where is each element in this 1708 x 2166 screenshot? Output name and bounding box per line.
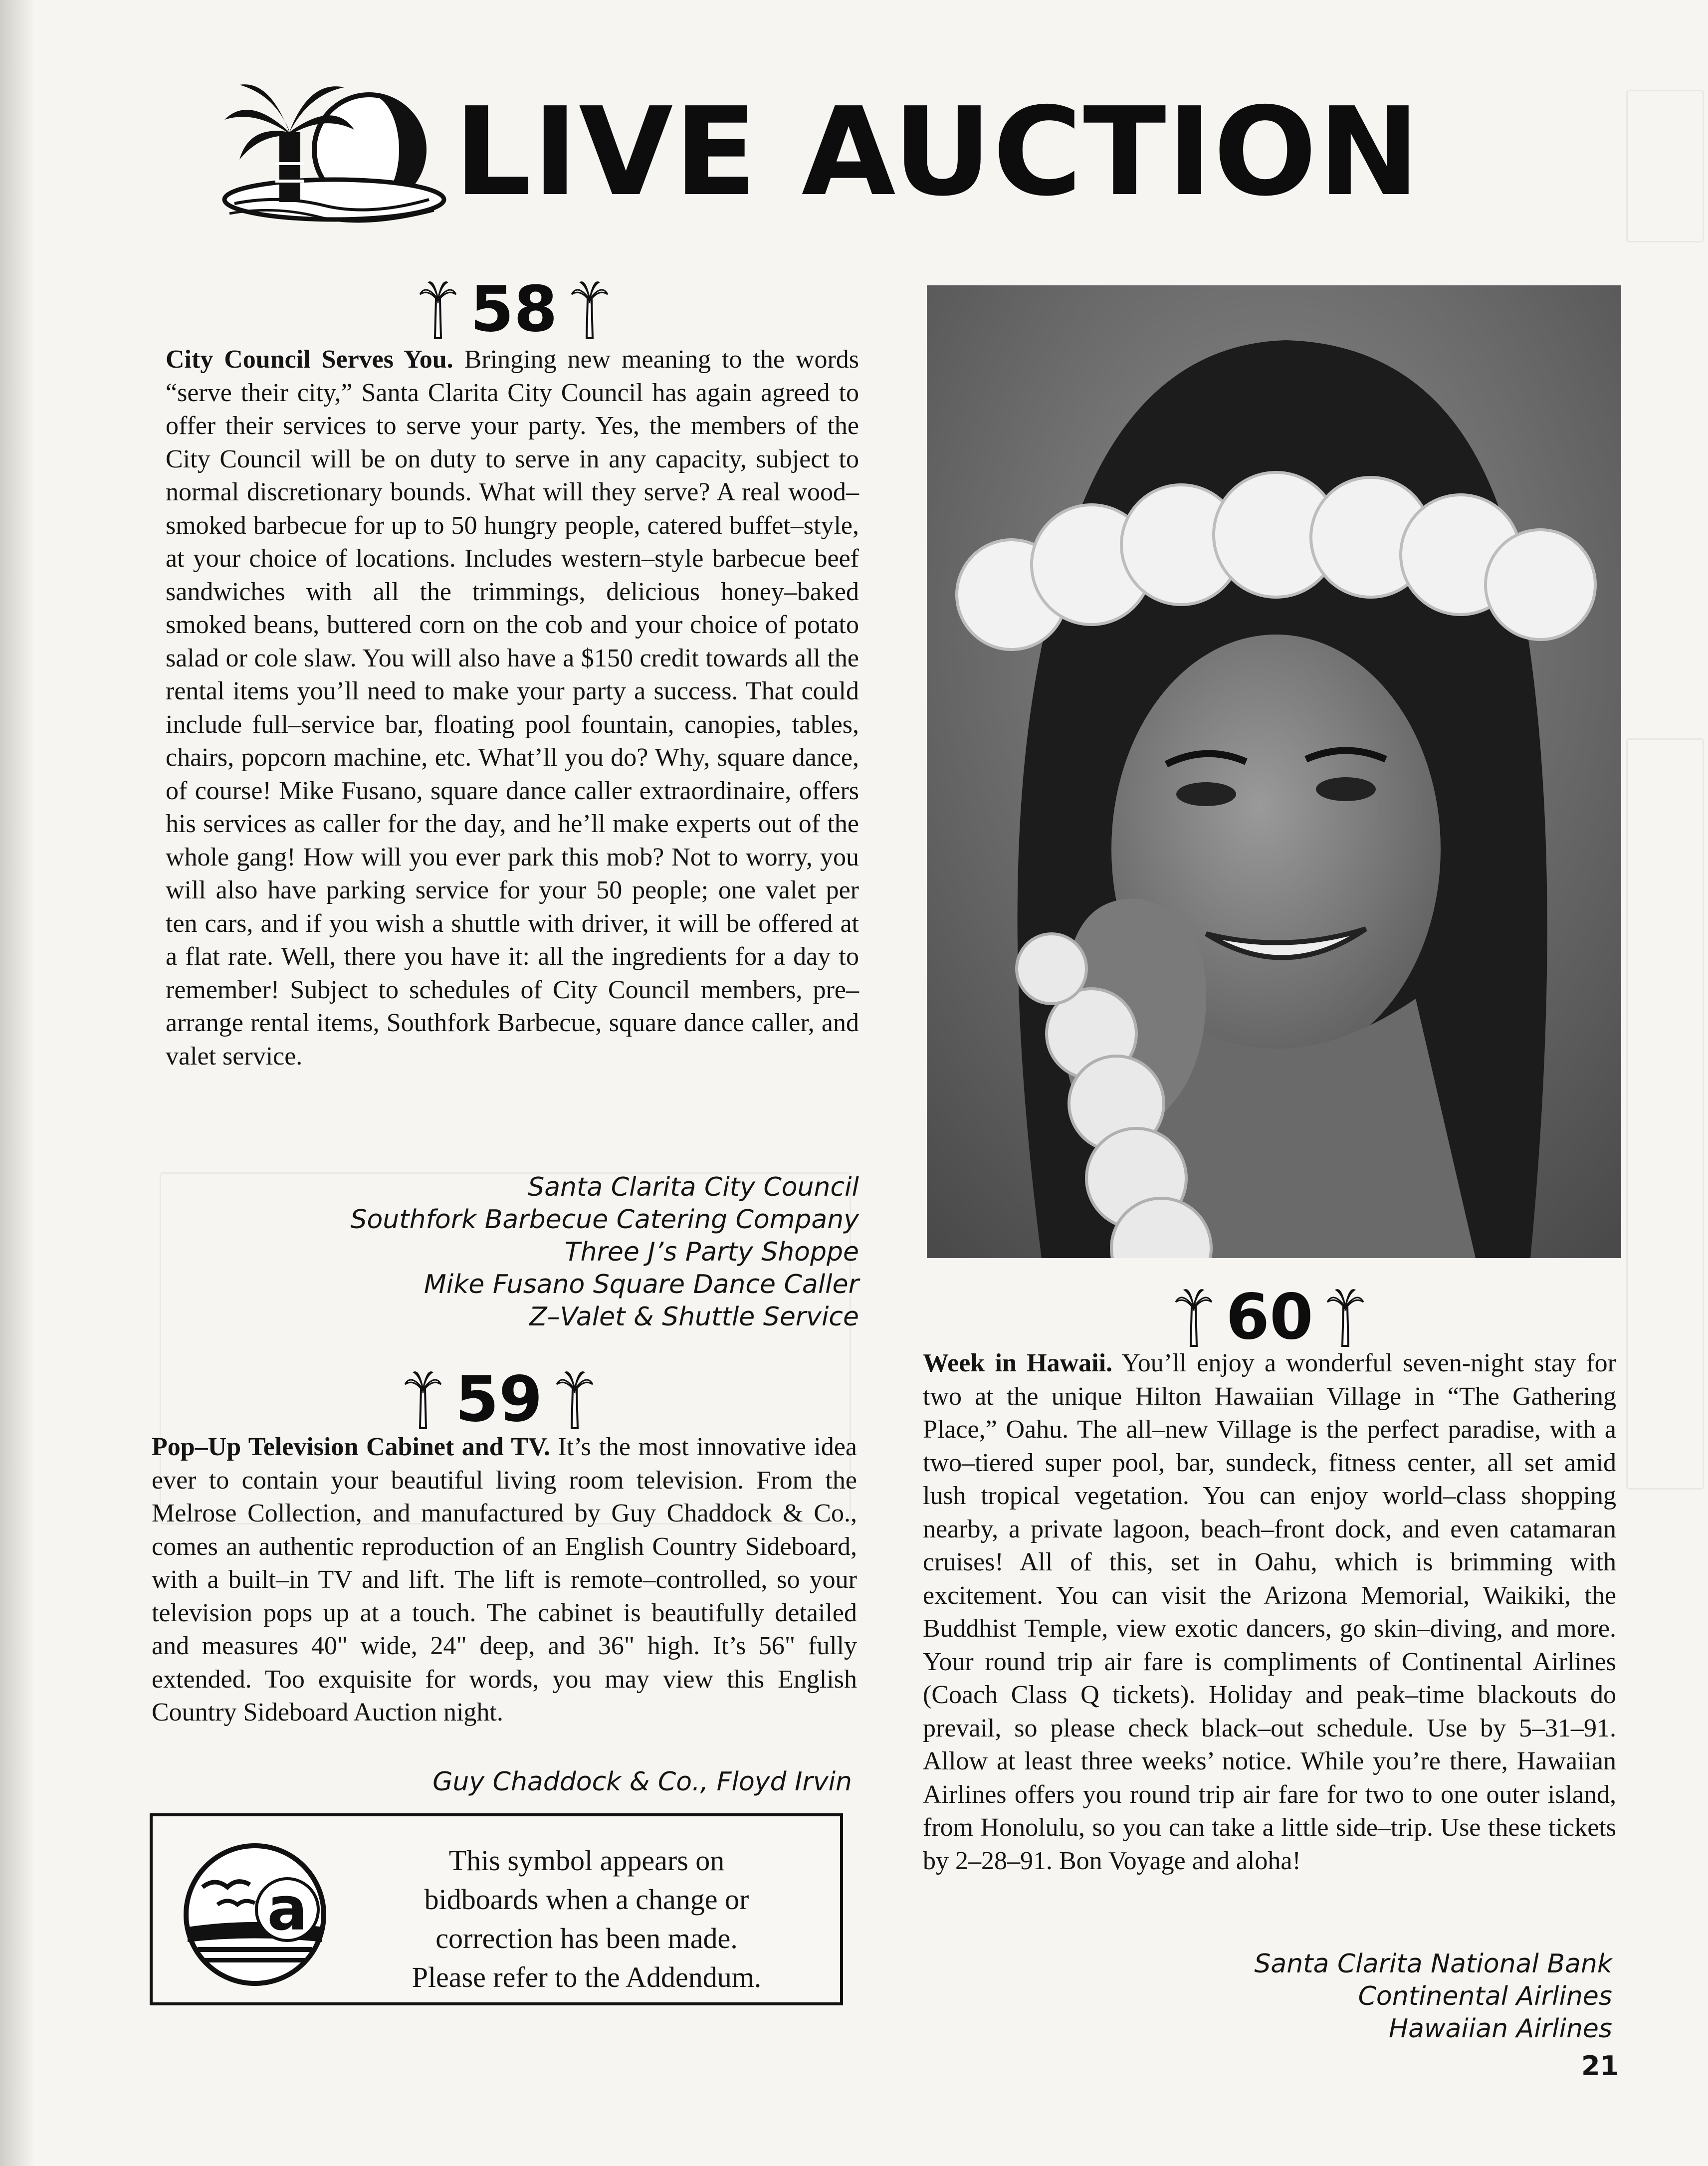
lot-lead: Week in Hawaii. [923,1349,1113,1377]
credit-line: Mike Fusano Square Dance Caller [424,1270,859,1300]
photo-image [927,285,1621,1258]
palm-tree-icon [571,279,609,339]
page-gutter-shadow [0,0,35,2166]
lot-body: You’ll enjoy a wonderful seven-night stay for two at the unique Hilton Hawaiian Village in “The Gathering Place,” Oahu. The all–new Village is the perfect paradise, with a two–tiered super pool, bar, sundeck, fitness center, all set amid lush tropical vegetation. You can enjoy world–class shopping nearby, a private lagoon, beach–front dock, and even catamaran cruises! All of this, set in Oahu, which is brimming with excitement. You can visit the Arizona Memorial, Waikiki, the Buddhist Temple, view exotic dancers, go skin–diving, and more. Your round trip air fare is compliments of Continental Airlines (Coach Class Q tickets). Holiday and peak–time blackouts do prevail, so please check black–out schedule. Use by 5–31–91. Allow at least three weeks’ notice. While you’re there, Hawaiian Airlines offers you round trip air fare for two to one outer island, from Honolulu, so you can take a little side–trip. Use these tickets by 2–28–91. Bon Voyage and aloha! [923,1349,1616,1875]
credit-line: Hawaiian Airlines [1389,2014,1612,2044]
bleed-through-ghost [1626,738,1704,1490]
lot-60-credits [1072,1948,1612,2045]
lot-number: 60 [1226,1280,1313,1353]
lot-body: Bringing new meaning to the words “serve their city,” Santa Clarita City Council has again agreed to offer their services to serve your party. Yes, the members of the City Council will be on duty to serve in any capacity, subject to normal discretionary bounds. What will they serve? A real wood–smoked barbecue for up to 50 hungry people, catered buffet–style, at your choice of locations. Includes western–style barbecue beef sandwiches with all the trimmings, delicious honey–baked smoked beans, buttered corn on the cob and your choice of potato salad or cole slaw. You will also have a $150 credit towards all the rental items you’ll need to make your party a success. That could include full–service bar, floating pool fountain, canopies, tables, chairs, popcorn machine, etc. What’ll you do? Why, square dance, of course! Mike Fusano, square dance caller extraordinaire, offers his services as caller for the day, and he’ll make experts out of the whole gang! How will you ever park this mob? Not to worry, you will also have parking service for your 50 people; one valet per ten cars, and if you wish a shuttle with driver, it will be offered at a flat rate. Well, there you have it: all the ingredients for a day to remember! Subject to schedules of City Council members, pre–arrange rental items, Southfork Barbecue, square dance caller, and valet service. [166,345,859,1071]
notice-line: bidboards when a change or [424,1883,749,1916]
credit-line: Santa Clarita National Bank [1254,1949,1612,1979]
palm-tree-icon [419,279,457,339]
notice-line: correction has been made. [435,1922,738,1954]
bleed-through-ghost [1626,90,1704,242]
page-header [219,75,1566,224]
lot-number: 58 [470,272,558,346]
lot-58-heading [409,272,619,346]
palm-tree-icon [1175,1287,1213,1347]
lot-lead: City Council Serves You. [166,345,453,374]
palm-tree-icon [404,1369,442,1429]
lot-number: 59 [455,1362,543,1436]
lot-59-credits [279,1766,852,1798]
lot-58-description [166,343,859,1073]
page-number: 21 [1581,2050,1619,2082]
notice-line: Please refer to the Addendum. [412,1961,762,1993]
credit-line: Santa Clarita City Council [528,1172,859,1202]
lot-60-description [923,1347,1616,1878]
credit-line: Southfork Barbecue Catering Company [350,1205,859,1235]
hawaiian-woman-lei-photo [927,285,1621,1258]
lot-lead: Pop–Up Television Cabinet and TV. [152,1433,550,1461]
credit-line: Z–Valet & Shuttle Service [529,1302,859,1332]
notice-text [372,1841,801,1997]
palm-island-sun-icon [219,75,449,224]
palm-tree-icon [1326,1287,1364,1347]
credit-line: Guy Chaddock & Co., Floyd Irvin [432,1767,852,1797]
lot-59-heading [394,1362,604,1436]
lot-58-credits [279,1171,859,1333]
credit-line: Three J’s Party Shoppe [564,1237,859,1267]
symbol-letter: a [267,1875,308,1944]
palm-tree-icon [556,1369,594,1429]
addendum-symbol-icon [183,1842,327,1987]
credit-line: Continental Airlines [1358,1981,1612,2011]
notice-line: This symbol appears on [448,1844,725,1877]
addendum-notice-box [150,1813,843,2005]
page-title: LIVE AUCTION [454,81,1421,223]
lot-59-description [152,1431,857,1730]
lot-body: It’s the most innovative idea ever to contain your beautiful living room television. From the Melrose Collection, and manufactured by Guy Chaddock & Co., comes an authentic reproduction of an English Country Sideboard, with a built–in TV and lift. The lift is remote–controlled, so your television pops up at a touch. The cabinet is beautifully detailed and measures 40" wide, 24" deep, and 36" high. It’s 56" fully extended. Too exquisite for words, you may view this English Country Sideboard Auction night. [152,1433,857,1727]
lot-60-heading [1160,1280,1379,1353]
